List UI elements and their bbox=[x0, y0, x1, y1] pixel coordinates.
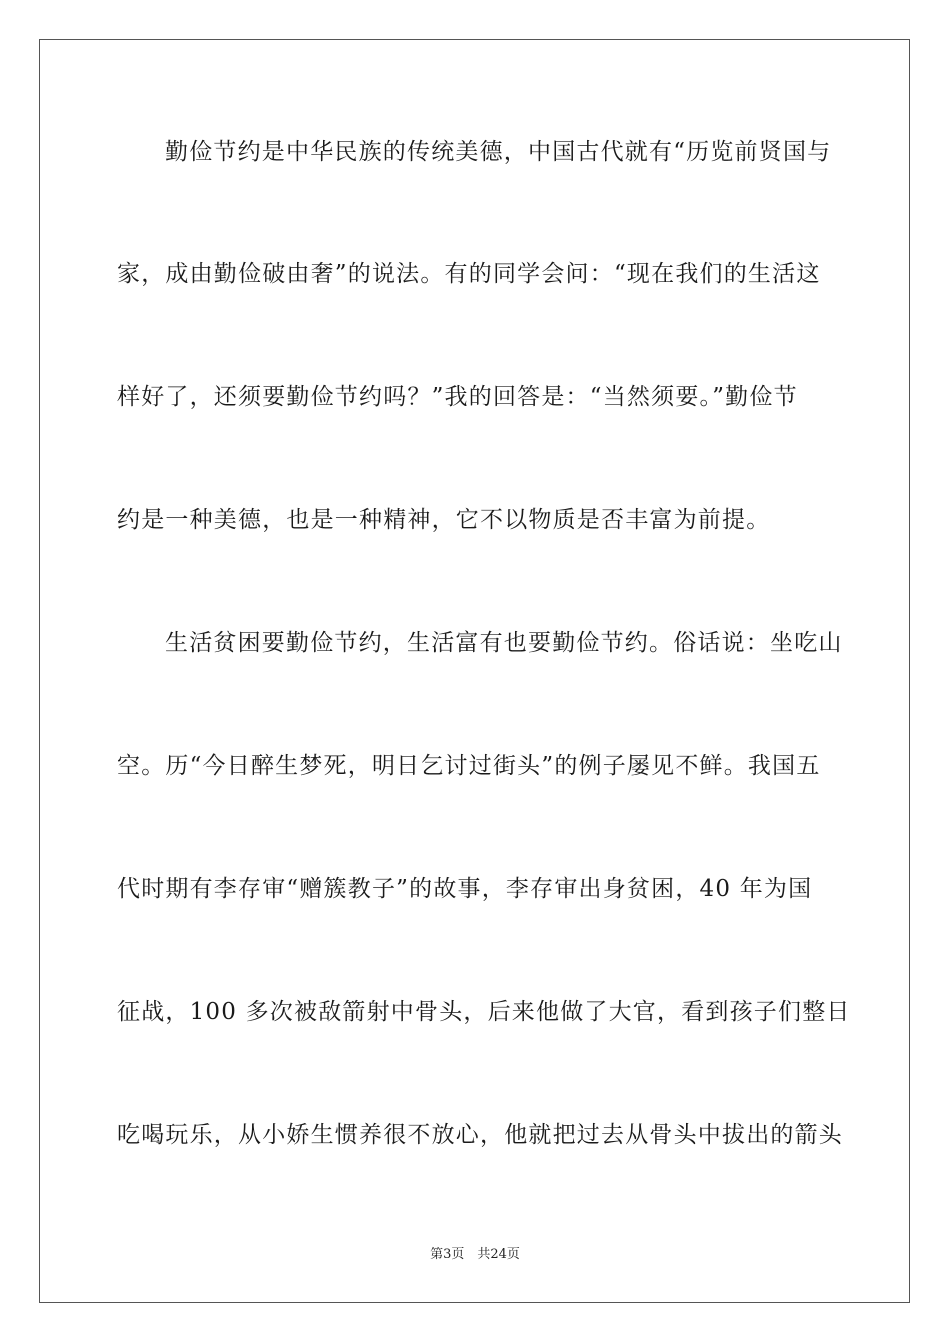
page-footer: 第3页 共24页 bbox=[430, 1247, 520, 1262]
paragraph-2-line-2: 空。历“今日醉生梦死，明日乞讨过街头”的例子屡见不鲜。我国五 bbox=[117, 753, 821, 779]
paragraph-2-line-3: 代时期有李存审“赠簇教子”的故事，李存审出身贫困，40 年为国 bbox=[117, 876, 813, 902]
paragraph-2-line-1: 生活贫困要勤俭节约，生活富有也要勤俭节约。俗话说：坐吃山 bbox=[165, 630, 843, 656]
paragraph-1-line-1: 勤俭节约是中华民族的传统美德，中国古代就有“历览前贤国与 bbox=[165, 139, 832, 165]
paragraph-1-line-3: 样好了，还须要勤俭节约吗？”我的回答是：“当然须要。”勤俭节 bbox=[117, 384, 798, 410]
paragraph-2-line-5: 吃喝玩乐，从小娇生惯养很不放心，他就把过去从骨头中拔出的箭头 bbox=[117, 1122, 843, 1148]
page-border bbox=[39, 39, 910, 1303]
paragraph-1-line-4: 约是一种美德，也是一种精神，它不以物质是否丰富为前提。 bbox=[117, 507, 771, 533]
paragraph-2-line-4: 征战，100 多次被敌箭射中骨头，后来他做了大官，看到孩子们整日 bbox=[117, 999, 851, 1025]
paragraph-1-line-2: 家，成由勤俭破由奢”的说法。有的同学会问：“现在我们的生活这 bbox=[117, 261, 821, 287]
